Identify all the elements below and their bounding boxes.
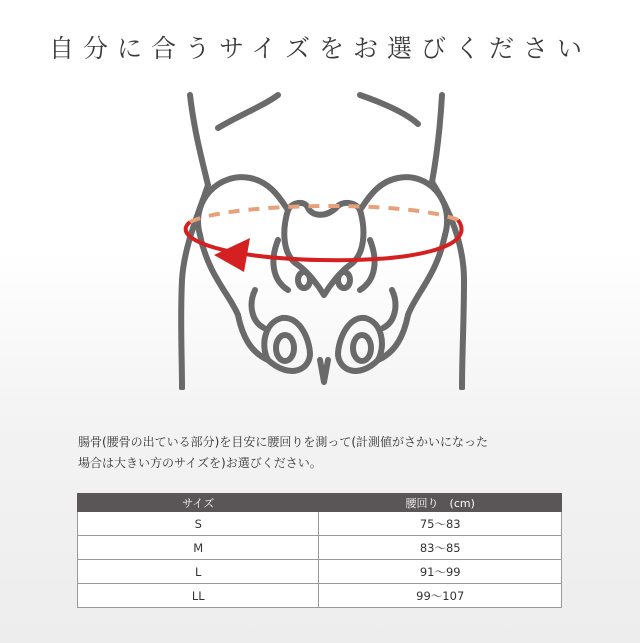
size-cell: L (78, 560, 319, 584)
page-title: 自分に合うサイズをお選びください (48, 33, 591, 63)
table-row (78, 512, 562, 536)
table-row (78, 536, 562, 560)
waist-cell: 75〜83 (319, 512, 562, 536)
waist-cell: 99〜107 (319, 584, 562, 608)
waist-cell: 83〜85 (319, 536, 562, 560)
pelvis-waist-measurement-icon (160, 90, 490, 390)
table-row (78, 560, 562, 584)
waist-cell: 91〜99 (319, 560, 562, 584)
size-cell: M (78, 536, 319, 560)
size-cell: S (78, 512, 319, 536)
table-row (78, 584, 562, 608)
size-table (77, 493, 562, 608)
instructions-line-2: 場合は大きい方のサイズを)お選びください。 (78, 456, 322, 470)
size-column-header: サイズ (78, 494, 319, 512)
size-table-header-row (78, 494, 562, 512)
waist-column-header: 腰回り (cm) (319, 494, 562, 512)
measurement-instructions (78, 432, 578, 474)
instructions-line-1: 腸骨(腰骨の出ている部分)を目安に腰回りを測って(計測値がさかいになった (78, 435, 489, 449)
size-cell: LL (78, 584, 319, 608)
